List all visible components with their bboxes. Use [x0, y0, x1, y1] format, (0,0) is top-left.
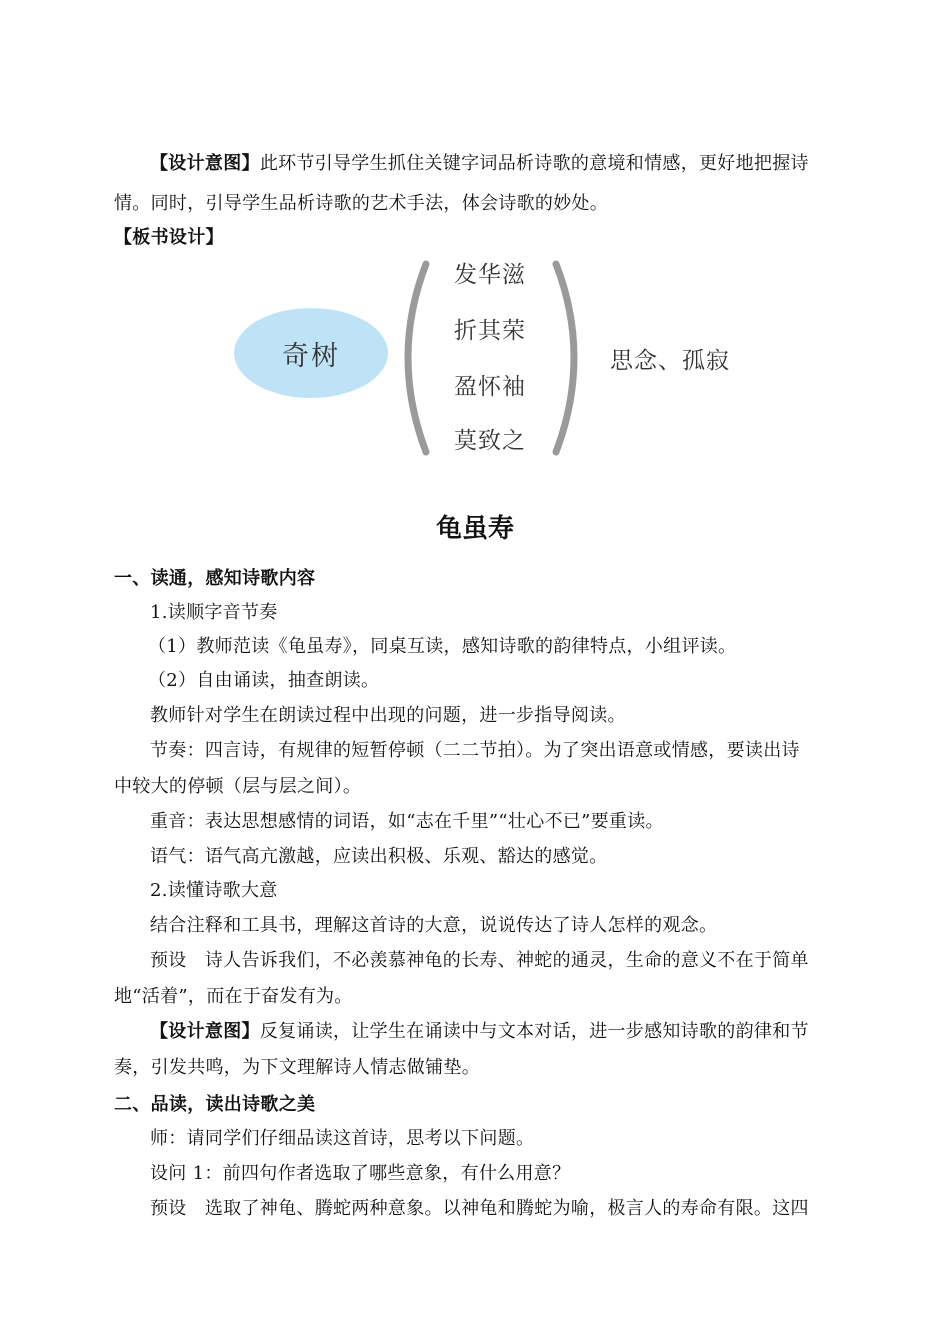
- section1-intent-line2: 奏，引发共鸣，为下文理解诗人情志做铺垫。: [114, 1057, 480, 1078]
- board-line-1: 发华滋: [454, 262, 526, 288]
- design-intent-tag: 【设计意图】: [150, 153, 260, 174]
- section2-heading: 二、品读，读出诗歌之美: [114, 1094, 316, 1115]
- poem-title: 龟虽寿: [435, 514, 514, 544]
- section1-rhythm-line1: 节奏：四言诗，有规律的短暂停顿（二二节拍）。为了突出语意或情感，要读出诗: [150, 740, 800, 761]
- design-intent-line2: 情。同时，引导学生品析诗歌的艺术手法，体会诗歌的妙处。: [114, 193, 609, 214]
- section1-preset-line2: 地“活着”，而在于奋发有为。: [114, 986, 353, 1007]
- board-design-diagram: [230, 252, 790, 462]
- section1-item2: （2）自由诵读，抽查朗读。: [148, 670, 380, 691]
- section1-task: 结合注释和工具书，理解这首诗的大意，说说传达了诗人怎样的观念。: [150, 915, 718, 936]
- section1-intent-paragraph: [114, 1015, 842, 1049]
- board-line-2: 折其荣: [454, 318, 526, 344]
- board-line-3: 盈怀袖: [454, 374, 526, 400]
- section1-sub2: 2.读懂诗歌大意: [150, 880, 278, 901]
- section1-guide: 教师针对学生在朗读过程中出现的问题，进一步指导阅读。: [150, 705, 626, 726]
- section2-question1: 设问 1：前四句作者选取了哪些意象，有什么用意？: [150, 1163, 571, 1184]
- section1-heading: 一、读通，感知诗歌内容: [114, 568, 316, 589]
- board-result: 思念、孤寂: [610, 348, 730, 374]
- board-line-4: 莫致之: [454, 428, 526, 454]
- section1-sub1: 1.读顺字音节奏: [150, 602, 278, 623]
- right-parenthesis: [556, 264, 574, 452]
- section1-item1: （1）教师范读《龟虽寿》，同桌互读，感知诗歌的韵律特点，小组评读。: [148, 636, 737, 657]
- design-intent-line1: 此环节引导学生抓住关键字词品析诗歌的意境和情感，更好地把握诗: [259, 153, 809, 174]
- section2-teacher: 师：请同学们仔细品读这首诗，思考以下问题。: [150, 1128, 535, 1149]
- section2-preset: 预设 选取了神龟、腾蛇两种意象。以神龟和腾蛇为喻，极言人的寿命有限。这四: [150, 1198, 809, 1219]
- design-intent-paragraph: [114, 147, 842, 181]
- section1-stress: 重音：表达思想感情的词语，如“志在千里”“壮心不已”要重读。: [150, 811, 664, 832]
- board-center-text: 奇树: [282, 340, 340, 372]
- section1-tone: 语气：语气高亢激越，应读出积极、乐观、豁达的感觉。: [150, 846, 608, 867]
- section1-preset-line1: 预设 诗人告诉我们，不必羡慕神龟的长寿、神蛇的通灵，生命的意义不在于简单: [150, 950, 809, 971]
- section1-intent-tag: 【设计意图】: [150, 1021, 260, 1042]
- left-parenthesis: [408, 264, 426, 452]
- section1-intent-line1: 反复诵读，让学生在诵读中与文本对话，进一步感知诗歌的韵律和节: [259, 1021, 809, 1042]
- section1-rhythm-line2: 中较大的停顿（层与层之间）。: [114, 776, 362, 797]
- board-design-heading: 【板书设计】: [114, 227, 224, 248]
